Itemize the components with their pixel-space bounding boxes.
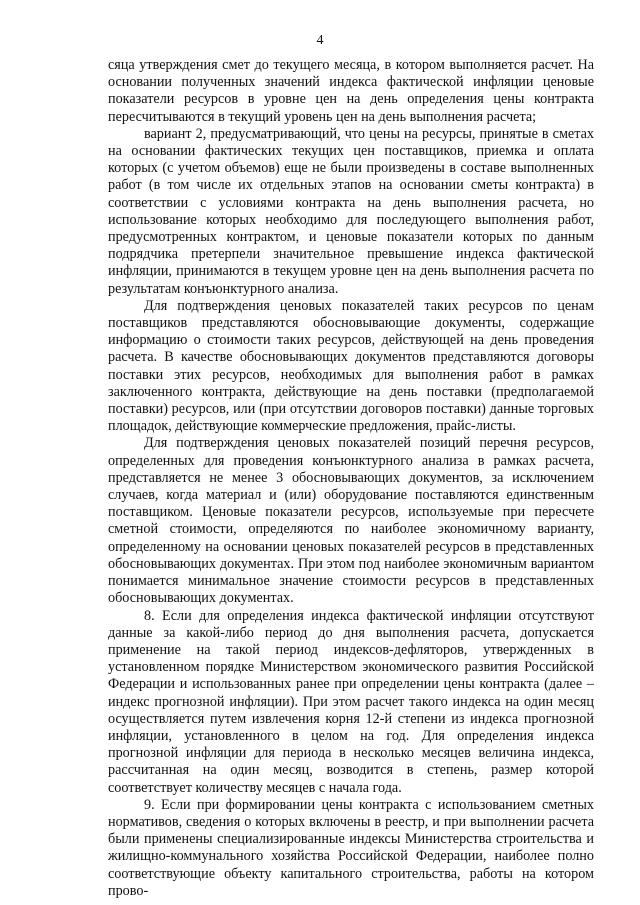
body-text xyxy=(108,57,594,900)
paragraph-item-9: 9. Если при формировании цены контракта с использованием сметных нормативов, сведения о которых включены в реестр, и при выполнении расчета были применены специализированные индексы Министерства строительства и жилищно-коммунального хозяйства Российской Федерации, наиболее полно соответствующие объекту капитального строительства, работы на котором прово- xyxy=(108,796,594,899)
paragraph-variant-2: вариант 2, предусматривающий, что цены на ресурсы, принятые в сметах на основании фактических текущих цен поставщиков, приемка и оплата которых (с учетом объемов) еще не были произведены в составе выполненных работ (в том числе их отдельных этапов на основании сметы контракта) в соответствии с условиями контракта на день выполнения расчета, но использование которых необходимо для последующего выполнения работ, предусмотренных контрактом, и ценовые показатели которых по данным подрядчика претерпели значительное превышение индекса фактической инфляции, принимаются в текущем уровне цен на день выполнения расчета по результатам конъюнктурного анализа. xyxy=(108,125,594,297)
paragraph-item-8: 8. Если для определения индекса фактической инфляции отсутствуют данные за какой-либо период до дня выполнения расчета, допускается применение на такой период индексов-дефляторов, утвержденных в установленном порядке Министерством экономического развития Российской Федерации и использованных ранее при определении цены контракта (далее – индекс прогнозной инфляции). При этом расчет такого индекса на один месяц осуществляется путем извлечения корня 12-й степени из индекса прогнозной инфляции, установленного в целом на год. Для определения индекса прогнозной инфляции для периода в несколько месяцев величина индекса, рассчитанная на один месяц, возводится в степень, размер которой соответствует количеству месяцев с начала года. xyxy=(108,607,594,796)
paragraph-supplier-documents: Для подтверждения ценовых показателей таких ресурсов по ценам поставщиков представляются обосновывающие документы, содержащие информацию о стоимости таких ресурсов, действующей на день проведения расчета. В качестве обосновывающих документов представляются договоры поставки этих ресурсов, необходимых для выполнения работ в рамках заключенного контракта, действующие на день поставки (предполагаемой поставки) ресурсов, или (при отсутствии договоров поставки) данные торговых площадок, действующие коммерческие предложения, прайс-листы. xyxy=(108,297,594,435)
paragraph-resource-list: Для подтверждения ценовых показателей позиций перечня ресурсов, определенных для проведения конъюнктурного анализа в рамках расчета, представляется не менее 3 обосновывающих документов, за исключением случаев, когда материал и (или) оборудование поставляются единственным поставщиком. Ценовые показатели ресурсов, используемые при пересчете сметной стоимости, определяются по наиболее экономичному варианту, определенному на основании ценовых показателей ресурсов в представленных обосновывающих документах. При этом под наиболее экономичным вариантом понимается минимальное значение стоимости ресурсов в представленных обосновывающих документах. xyxy=(108,435,594,607)
paragraph-continuation: сяца утверждения смет до текущего месяца, в котором выполняется расчет. На основании полученных значений индекса фактической инфляции ценовые показатели ресурсов в уровне цен на день определения цены контракта пересчитываются в текущий уровень цен на день выполнения расчета; xyxy=(108,57,594,125)
page-number: 4 xyxy=(316,33,324,48)
